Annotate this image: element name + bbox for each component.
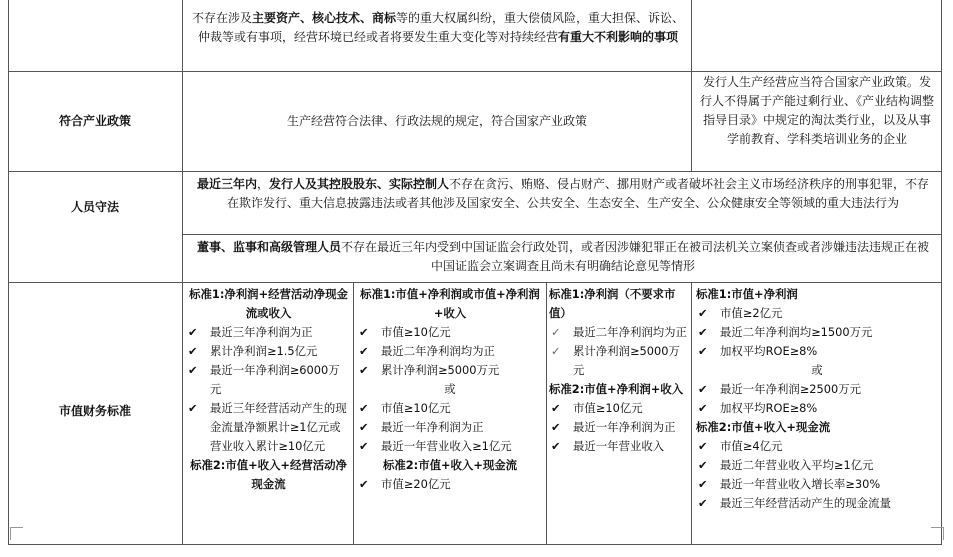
criteria-item-text: 最近一年净利润≥6000万元	[210, 363, 340, 396]
criteria-item-text: 最近三年经营活动产生的现金流量净额累计≥1亿元或营业收入累计≥10亿元	[210, 401, 347, 453]
checkmark-icon: ✔	[188, 325, 198, 339]
criteria-item	[549, 418, 689, 437]
text-segment: 有重大不利影响的事项	[558, 30, 679, 44]
criteria-item	[696, 437, 938, 456]
criteria-item-text: 累计净利润≥5000万元	[573, 344, 680, 377]
criteria-item-text: 最近一年营业收入≥1亿元	[381, 439, 512, 453]
checkmark-icon: ✔	[698, 382, 708, 396]
financial-column-1	[186, 285, 351, 494]
criteria-item	[357, 342, 543, 361]
or-separator: 或	[444, 382, 456, 396]
financial-column-4	[696, 285, 938, 513]
criteria-item-text: 最近三年经营活动产生的现金流量	[720, 496, 891, 510]
criteria-item-text: 累计净利润≥5000万元	[381, 363, 500, 377]
industry-policy-requirement: 发行人生产经营应当符合国家产业政策。发行人不得属于产能过剩行业、《产业结构调整指导目录》中规定的淘汰类行业，以及从事学前教育、学科类培训业务的企业	[699, 75, 934, 146]
criteria-heading: 标准2:市值+净利润+收入	[549, 382, 684, 396]
market-cap-financial-label: 市值财务标准	[58, 404, 131, 418]
or-separator: 或	[811, 363, 823, 377]
checkmark-icon: ✔	[188, 401, 198, 415]
criteria-item	[696, 475, 938, 494]
text-segment: 不存在贪污、贿赂、侵占财产、挪用财产或者破坏社会主义市场经济秩序的刑事犯罪，不存在欺诈发行、重大信息披露违法或者其他涉及国家安全、公共安全、生态安全、生产安全、公众健康安全等领域的重大违法行为	[226, 177, 930, 210]
text-segment: 董事、监事和高级管理人员	[196, 240, 341, 254]
checkmark-icon: ✔	[359, 363, 369, 377]
criteria-item	[696, 456, 938, 475]
criteria-item	[357, 399, 543, 418]
criteria-item	[357, 418, 543, 437]
criteria-item-text: 最近二年营业收入平均≥1亿元	[720, 458, 874, 472]
criteria-heading: 标准2:市值+收入+现金流	[382, 458, 518, 472]
checkmark-icon: ✔	[698, 496, 708, 510]
criteria-heading: 标准1:市值+净利润或市值+净利润+收入	[360, 287, 540, 320]
checkmark-icon: ✔	[359, 401, 369, 415]
management-compliance-text	[192, 238, 934, 276]
asset-dispute-text	[190, 9, 686, 47]
criteria-item-text: 最近二年净利润均≥1500万元	[720, 325, 873, 339]
criteria-heading: 标准1:市值+净利润	[696, 287, 798, 301]
criteria-heading: 标准1:净利润（不要求市值）	[549, 287, 676, 320]
checkmark-icon: ✔	[551, 439, 561, 453]
checkmark-icon: ✔	[551, 420, 561, 434]
checkmark-icon: ✔	[698, 477, 708, 491]
criteria-item-text: 市值≥10亿元	[381, 401, 451, 415]
text-segment: 最近三年内	[196, 177, 257, 191]
criteria-item	[186, 361, 351, 399]
criteria-item	[696, 494, 938, 513]
text-segment: ，	[256, 177, 269, 191]
criteria-item	[696, 342, 938, 361]
criteria-item-text: 加权平均ROE≥8%	[720, 401, 818, 415]
issuer-compliance-text	[192, 175, 934, 213]
checkmark-icon: ✔	[359, 325, 369, 339]
text-segment: 等的重大权属纠纷，重大偿债风险，重大担保、诉讼、仲裁等或有事项，经营环境已经或者将要发生重大变化等对持续经营	[197, 11, 685, 44]
checkmark-icon: ✔	[359, 439, 369, 453]
criteria-item-text: 市值≥4亿元	[720, 439, 783, 453]
criteria-heading: 标准2:市值+收入+经营活动净现金流	[190, 458, 347, 491]
personnel-compliance-label: 人员守法	[70, 200, 119, 214]
corner-mark-right	[931, 527, 944, 540]
checkmark-icon: ✔	[359, 477, 369, 491]
criteria-item	[186, 342, 351, 361]
checkmark-icon: ✔	[698, 325, 708, 339]
checkmark-icon: ✔	[359, 344, 369, 358]
criteria-item-text: 最近三年净利润为正	[210, 325, 313, 339]
criteria-item	[696, 399, 938, 418]
criteria-item-text: 市值≥2亿元	[720, 306, 783, 320]
criteria-item-text: 最近一年营业收入增长率≥30%	[720, 477, 881, 491]
criteria-item-text: 市值≥10亿元	[381, 325, 451, 339]
criteria-item	[696, 304, 938, 323]
criteria-item-text: 最近一年净利润为正	[573, 420, 676, 434]
criteria-item-text: 加权平均ROE≥8%	[720, 344, 818, 358]
criteria-item-text: 市值≥10亿元	[573, 401, 643, 415]
criteria-item	[357, 437, 543, 456]
criteria-item	[549, 437, 689, 456]
checkmark-icon: ✓	[551, 344, 561, 358]
criteria-item	[357, 475, 543, 494]
text-segment: 发行人及其控股股东、实际控制人	[269, 177, 450, 191]
industry-policy-label: 符合产业政策	[58, 114, 131, 128]
criteria-heading: 标准2:市值+收入+现金流	[696, 420, 831, 434]
checkmark-icon: ✔	[188, 363, 198, 377]
checkmark-icon: ✔	[188, 344, 198, 358]
criteria-item	[357, 361, 543, 380]
checkmark-icon: ✔	[698, 306, 708, 320]
financial-column-2	[357, 285, 543, 494]
criteria-item-text: 累计净利润≥1.5亿元	[210, 344, 318, 358]
text-segment: 主要资产、核心技术、商标	[251, 11, 396, 25]
criteria-item-text: 最近一年净利润为正	[381, 420, 484, 434]
checkmark-icon: ✓	[551, 325, 561, 339]
criteria-item	[186, 399, 351, 456]
checkmark-icon: ✔	[698, 439, 708, 453]
criteria-item	[696, 380, 938, 399]
criteria-item-text: 最近二年净利润均为正	[381, 344, 495, 358]
criteria-item	[549, 342, 689, 380]
checkmark-icon: ✔	[551, 401, 561, 415]
criteria-item-text: 最近一年净利润≥2500万元	[720, 382, 862, 396]
criteria-heading: 标准1:净利润+经营活动净现金流或收入	[189, 287, 348, 320]
criteria-item	[549, 323, 689, 342]
criteria-item	[549, 399, 689, 418]
text-segment: 不存在涉及	[191, 11, 252, 25]
checkmark-icon: ✔	[698, 458, 708, 472]
checkmark-icon: ✔	[698, 344, 708, 358]
criteria-item-text: 市值≥20亿元	[381, 477, 451, 491]
criteria-item-text: 最近二年净利润均为正	[573, 325, 687, 339]
criteria-item	[696, 323, 938, 342]
criteria-item	[357, 323, 543, 342]
criteria-item	[186, 323, 351, 342]
text-segment: 不存在最近三年内受到中国证监会行政处罚，或者因涉嫌犯罪正在被司法机关立案侦查或者涉嫌违法违规正在被中国证监会立案调查且尚未有明确结论意见等情形	[341, 240, 930, 273]
checkmark-icon: ✔	[359, 420, 369, 434]
comparison-table	[8, 0, 942, 545]
checkmark-icon: ✔	[698, 401, 708, 415]
financial-column-3	[549, 285, 689, 456]
corner-mark-left	[10, 527, 23, 540]
industry-policy-text: 生产经营符合法律、行政法规的规定，符合国家产业政策	[286, 114, 587, 128]
criteria-item-text: 最近一年营业收入	[573, 439, 665, 453]
